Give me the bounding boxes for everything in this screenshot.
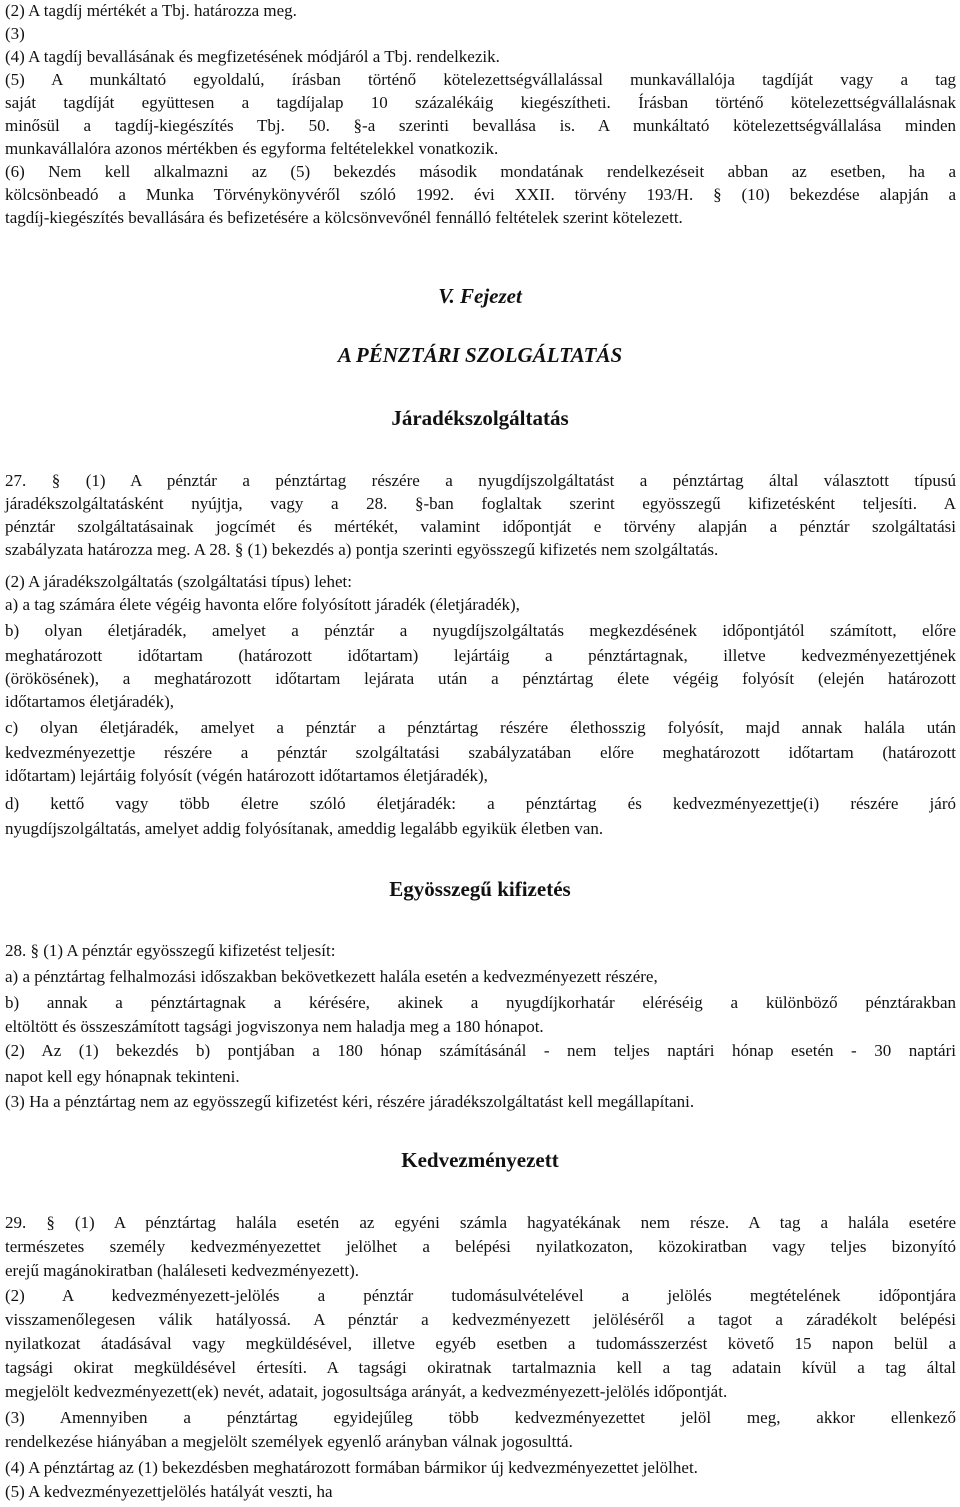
paragraph-line: 27. § (1) A pénztár a pénztártag részére a nyugdíjszolgáltatást a pénztártag által választott típusú xyxy=(5,471,956,490)
paragraph-line: (2) A kedvezményezett-jelölés a pénztár tudomásulvételével a jelölés megtételének időpontjára xyxy=(5,1286,956,1305)
paragraph-line: c) olyan életjáradék, amelyet a pénztár a pénztártag részére élethosszig folyósít, majd annak halála után xyxy=(5,718,956,737)
paragraph-line: (3) xyxy=(5,24,25,43)
paragraph-line: eltöltött és összeszámított tagsági jogviszonya nem haladja meg a 180 hónapot. xyxy=(5,1017,544,1036)
paragraph-line: visszamenőlegesen válik hatályossá. A pénztár a kedvezményezett jelöléséről a tagot a záradékolt belépési xyxy=(5,1310,956,1329)
paragraph-line: (4) A tagdíj bevallásának és megfizetésének módjáról a Tbj. rendelkezik. xyxy=(5,47,500,66)
paragraph-line: pénztár szolgáltatásainak jogcímét és mértékét, valamint időpontját e törvény alapján a pénztár szolgáltatási xyxy=(5,517,956,536)
paragraph-line: (4) A pénztártag az (1) bekezdésben meghatározott formában bármikor új kedvezményezettet jelölhet. xyxy=(5,1458,698,1477)
paragraph-line: a) a pénztártag felhalmozási időszakban bekövetkezett halála esetén a kedvezményezett részére, xyxy=(5,967,658,986)
paragraph-line: b) annak a pénztártagnak a kérésére, akinek a nyugdíjkorhatár eléréséig a különböző pénztárakban xyxy=(5,993,956,1012)
paragraph-line: (2) Az (1) bekezdés b) pontjában a 180 hónap számításánál - nem teljes naptári hónap esetén - 30 naptári xyxy=(5,1041,956,1060)
paragraph-line: időtartamos életjáradék), xyxy=(5,692,174,711)
paragraph-line: megjelölt kedvezményezett(ek) nevét, adatait, jogosultsága arányát, a kedvezményezett-jelölés időpontját. xyxy=(5,1382,728,1401)
paragraph-line: nyugdíjszolgáltatás, amelyet addig folyósítanak, ameddig legalább egyikük életben van. xyxy=(5,819,604,838)
paragraph-line: szabályzata határozza meg. A 28. § (1) bekezdés a) pontja szerinti egyösszegű kifizetés nem szolgáltatás. xyxy=(5,540,719,559)
paragraph-line: (3) Ha a pénztártag nem az egyösszegű kifizetést kéri, részére járadékszolgáltatást kell megállapítani. xyxy=(5,1092,695,1111)
paragraph-line: tagsági okirat megküldésével értesíti. A tagsági okiratnak tartalmaznia kell a tag adatain kívül a tag által xyxy=(5,1358,956,1377)
section-heading-egyosszegu: Egyösszegű kifizetés xyxy=(389,877,571,901)
paragraph-line: nyilatkozat átadásával vagy megküldésével, illetve egyéb esetben a tudomásszerzést követő 15 napon belül a xyxy=(5,1334,956,1353)
paragraph-line: tagdíj-kiegészítés bevallására és befizetésére a kölcsönvevőnél fennálló feltételek szerint kötelezett. xyxy=(5,208,683,227)
paragraph-line: (2) A járadékszolgáltatás (szolgáltatási típus) lehet: xyxy=(5,572,352,591)
paragraph-line: (2) A tagdíj mértékét a Tbj. határozza meg. xyxy=(5,1,297,20)
paragraph-line: rendelkezése hiányában a megjelölt személyek egyenlő arányban válnak jogosulttá. xyxy=(5,1432,573,1451)
paragraph-line: erejű magánokiratban (haláleseti kedvezményezett). xyxy=(5,1261,359,1280)
paragraph-line: (5) A munkáltató egyoldalú, írásban történő kötelezettségvállalással munkavállalója tagdíját vagy a tag xyxy=(5,70,956,89)
paragraph-line: 29. § (1) A pénztártag halála esetén az egyéni számla hagyatékának nem része. A tag a halála esetére xyxy=(5,1213,956,1232)
paragraph-line: (3) Amennyiben a pénztártag egyidejűleg több kedvezményezettet jelöl meg, akkor ellenkező xyxy=(5,1408,956,1427)
paragraph-line: kedvezményezettje részére a pénztár szolgáltatási szabályzatában előre meghatározott időtartam (határozott xyxy=(5,743,956,762)
paragraph-line: természetes személy kedvezményezettet jelölhet a belépési nyilatkozaton, közokiratban vagy teljes bizonyító xyxy=(5,1237,956,1256)
paragraph-line: a) a tag számára élete végéig havonta előre folyósított járadék (életjáradék), xyxy=(5,595,520,614)
paragraph-line: (5) A kedvezményezettjelölés hatályát veszti, ha xyxy=(5,1482,333,1501)
paragraph-line: kölcsönbeadó a Munka Törvénykönyvéről szóló 1992. évi XXII. törvény 193/H. § (10) bekezdése alapján a xyxy=(5,185,956,204)
section-heading-kedvezmenyezett: Kedvezményezett xyxy=(401,1148,559,1172)
paragraph-line: (örökösének), a meghatározott időtartam lejárata után a pénztártag élete végéig folyósít (elején határozott xyxy=(5,669,956,688)
paragraph-line: minősül a tagdíj-kiegészítés Tbj. 50. §-a szerinti bevallása is. A munkáltató kötelezettségvállalása minden xyxy=(5,116,956,135)
chapter-heading: V. Fejezet xyxy=(438,284,522,308)
paragraph-line: meghatározott időtartam (határozott időtartam) lejártáig a pénztártagnak, illetve kedvezményezettjének xyxy=(5,646,956,665)
paragraph-line: d) kettő vagy több életre szóló életjáradék: a pénztártag és kedvezményezettje(i) részére járó xyxy=(5,794,956,813)
paragraph-line: saját tagdíját együttesen a tagdíjalap 10 százalékáig kiegészítheti. Írásban történő kötelezettségvállalásnak xyxy=(5,93,956,112)
paragraph-line: járadékszolgáltatásként nyújtja, vagy a 28. §-ban foglaltak szerint egyösszegű kifizetésként teljesíti. A xyxy=(5,494,956,513)
paragraph-line: napot kell egy hónapnak tekinteni. xyxy=(5,1067,240,1086)
paragraph-line: időtartam) lejártáig folyósít (végén határozott időtartamos életjáradék), xyxy=(5,766,488,785)
chapter-title: A PÉNZTÁRI SZOLGÁLTATÁS xyxy=(337,343,623,367)
section-heading-jaradek: Járadékszolgáltatás xyxy=(391,406,569,430)
paragraph-line: (6) Nem kell alkalmazni az (5) bekezdés második mondatának rendelkezéseit abban az esetben, ha a xyxy=(5,162,956,181)
paragraph-line: b) olyan életjáradék, amelyet a pénztár a nyugdíjszolgáltatás megkezdésének időpontjától számított, előre xyxy=(5,621,956,640)
paragraph-line: 28. § (1) A pénztár egyösszegű kifizetést teljesít: xyxy=(5,941,336,960)
paragraph-line: munkavállalóra azonos mértékben és egyforma feltételekkel vonatkozik. xyxy=(5,139,499,158)
